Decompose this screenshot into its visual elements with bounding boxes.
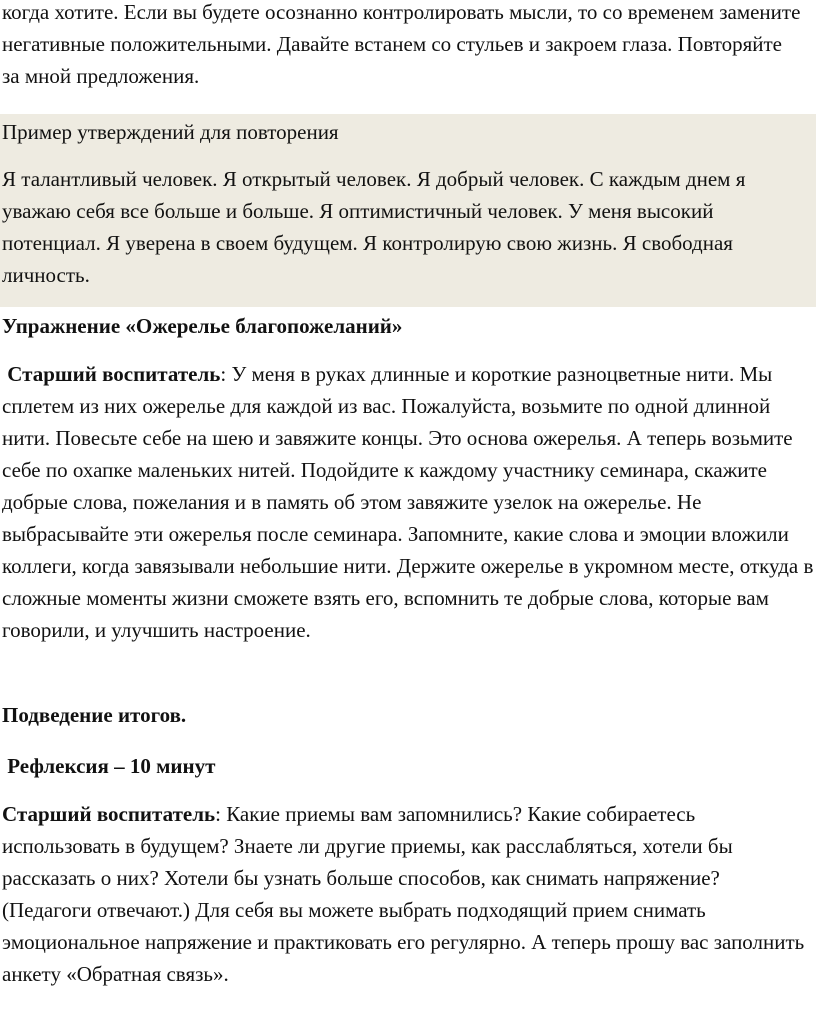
intro-paragraph: когда хотите. Если вы будете осознанно контролировать мысли, то со временем замените негативные положительными. Давайте встанем со стульев и закроем глаза. Повторяйте за мной предложения. — [2, 0, 801, 88]
reflection-separator: : — [215, 802, 227, 826]
reflection-text: Какие приемы вам запомнились? Какие собираетесь использовать в будущем? Знаете ли другие приемы, как расслабляться, хотели бы рассказать о них? Хотели бы узнать больше способов, как снимать напряжение? (Педагоги отвечают.) Для себя вы можете выбрать подходящий прием снимать эмоциональное напряжение и практиковать его регулярно. А теперь прошу вас заполнить анкету «Обратная связь». — [2, 802, 805, 986]
reflection-heading — [2, 750, 215, 782]
exercise-text: У меня в руках длинные и короткие разноцветные нити. Мы сплетем из них ожерелье для каждой из вас. Пожалуйста, возьмите по одной длинной нити. Повесьте себе на шею и завяжите концы. Это основа ожерелья. А теперь возьмите себе по охапке маленьких нитей. Подойдите к каждому участнику семинара, скажите добрые слова, пожелания и в память об этом завяжите узелок на ожерелье. Не выбрасывайте эти ожерелья после семинара. Запомните, какие слова и эмоции вложили коллеги, когда завязывали небольшие нити. Держите ожерелье в укромном месте, откуда в сложные моменты жизни сможете взять его, вспомнить те добрые слова, которые вам говорили, и улучшить настроение. — [2, 362, 814, 642]
example-title: Пример утверждений для повторения — [2, 120, 339, 144]
reflection-heading-text: Рефлексия – 10 минут — [7, 754, 216, 778]
exercise-separator: : — [220, 362, 232, 386]
exercise-paragraph — [2, 358, 814, 646]
exercise-heading: Упражнение «Ожерелье благопожеланий» — [2, 314, 403, 338]
summary-heading: Подведение итогов. — [2, 703, 187, 727]
reflection-speaker: Старший воспитатель — [2, 802, 216, 826]
example-affirmations: Я талантливый человек. Я открытый человек. Я добрый человек. С каждым днем я уважаю себя все больше и больше. Я оптимистичный человек. У меня высокий потенциал. Я уверена в своем будущем. Я контролирую свою жизнь. Я свободная личность. — [2, 167, 746, 287]
reflection-paragraph — [2, 798, 814, 990]
exercise-speaker: Старший воспитатель — [7, 362, 221, 386]
